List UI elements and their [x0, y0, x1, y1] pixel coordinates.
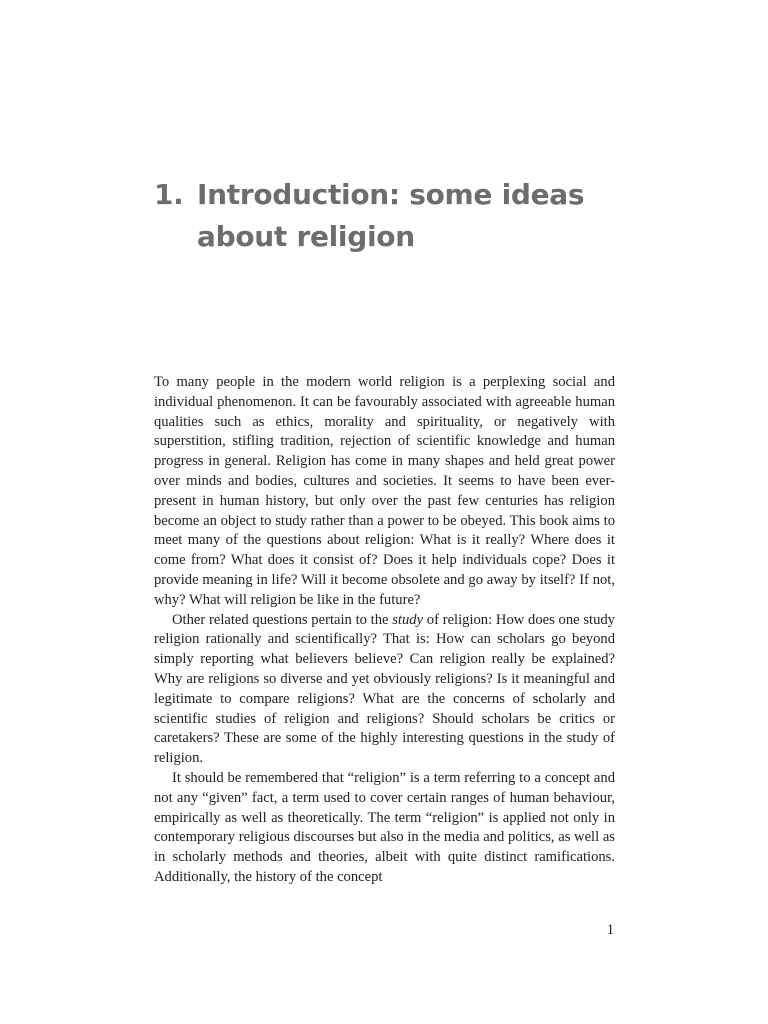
page-number: 1 — [606, 922, 614, 938]
paragraph-1 — [154, 373, 615, 611]
paragraph-2-text-start: Other related questions pertain to the — [172, 611, 393, 628]
chapter-number: 1. — [154, 178, 184, 211]
paragraph-2 — [154, 611, 615, 769]
paragraph-3-text: It should be remembered that “religion” is a term referring to a concept and not any “given” fact, a term used to cover certain ranges of human behaviour, empirically as well as theoretically. The term “religion” is applied not only in contemporary religious discourses but also in the media and politics, as well as in scholarly methods and theories, albeit with quite distinct ramifications. Additionally, the history of the concept — [154, 769, 615, 885]
body-text — [154, 373, 615, 888]
paragraph-1-text: To many people in the modern world religion is a perplexing social and individual phenomenon. It can be favourably associated with agreeable human qualities such as ethics, morality and spirituality, or negatively with superstition, stifling tradition, rejection of scientific knowledge and human progress in general. Religion has come in many shapes and held great power over minds and bodies, cultures and societies. It seems to have been ever-present in human history, but only over the past few centuries has religion become an object to study rather than a power to be obeyed. This book aims to meet many of the questions about religion: What is it really? Where does it come from? What does it consist of? Does it help individuals cope? Does it provide meaning in life? Will it become obsolete and go away by itself? If not, why? What will religion be like in the future? — [154, 374, 615, 608]
chapter-heading — [154, 174, 624, 258]
chapter-title: Introduction: some ideas about religion — [197, 178, 585, 253]
paragraph-2-emphasis: study — [392, 611, 424, 628]
paragraph-2-text-end: of religion: How does one study religion rationally and scientifically? That is: How can scholars go beyond simply reporting what believers believe? Can religion really be explained? Why are religions so diverse and yet obviously religions? Is it meaningful and legitimate to compare religions? What are the concerns of scholarly and scientific studies of religion and religions? Should scholars be critics or caretakers? These are some of the highly interesting questions in the study of religion. — [154, 611, 615, 767]
paragraph-3 — [154, 769, 615, 888]
